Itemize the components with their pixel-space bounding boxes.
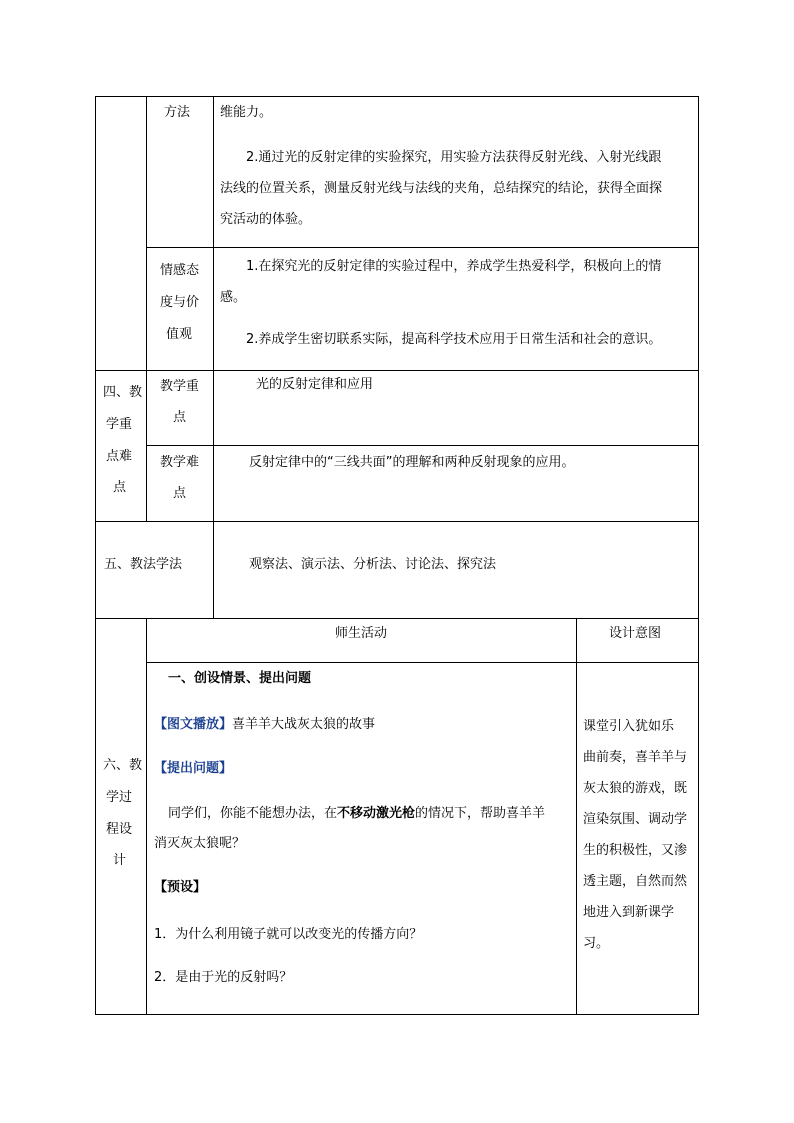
intent-line-1: 课堂引入犹如乐 bbox=[583, 719, 675, 734]
preset-2: 2．是由于光的反射吗？ bbox=[154, 970, 293, 985]
rule-section4-section5 bbox=[95, 521, 699, 522]
rule-key-difficult bbox=[146, 445, 699, 446]
tag-question: 【提出问题】 bbox=[154, 761, 233, 776]
rule-col-label bbox=[146, 96, 147, 522]
section6-label-1: 六、教 bbox=[103, 758, 143, 773]
intent-line-5: 生的积极性，又渗 bbox=[583, 843, 688, 858]
difficult-point-label-2: 点 bbox=[173, 486, 187, 501]
emotion-item1-a: 1.在探究光的反射定律的实验过程中，养成学生热爱科学，积极向上的情 bbox=[246, 259, 662, 274]
rule-section5-section6 bbox=[95, 618, 699, 619]
section5-label: 五、教法学法 bbox=[104, 557, 183, 572]
question-line-2: 消灭灰太狼呢？ bbox=[154, 836, 246, 851]
method-label: 方法 bbox=[164, 105, 191, 120]
intent-line-7: 地进入到新课学 bbox=[583, 905, 675, 920]
difficult-point-label-1: 教学难 bbox=[160, 455, 200, 470]
tag-preset: 【预设】 bbox=[154, 880, 207, 895]
emotion-item1-b: 感。 bbox=[220, 290, 247, 305]
intent-line-2: 曲前奏，喜羊羊与 bbox=[583, 750, 688, 765]
question-text-b: 的情况下，帮助喜羊羊 bbox=[415, 806, 546, 821]
question-line-1 bbox=[168, 806, 545, 822]
column-header-activity: 师生活动 bbox=[335, 626, 388, 641]
table-border-left bbox=[95, 96, 96, 1015]
key-point-label-2: 点 bbox=[173, 410, 187, 425]
intent-line-3: 灰太狼的游戏，既 bbox=[583, 781, 688, 796]
key-point-content: 光的反射定律和应用 bbox=[256, 377, 374, 392]
rule-section6-header bbox=[146, 662, 699, 663]
section6-label-3: 程设 bbox=[106, 822, 133, 837]
rule-col-label-s6 bbox=[146, 618, 147, 1015]
emotion-label-1: 情感态 bbox=[160, 263, 200, 278]
tag-play: 【图文播放】 bbox=[154, 717, 233, 732]
method-item2-b: 法线的位置关系，测量反射光线与法线的夹角，总结探究的结论，获得全面探 bbox=[220, 181, 663, 196]
rule-col-sublabel bbox=[213, 96, 214, 618]
section5-content: 观察法、演示法、分析法、讨论法、探究法 bbox=[249, 557, 497, 572]
play-line bbox=[154, 717, 375, 733]
intent-line-8: 习。 bbox=[583, 936, 610, 951]
section4-label-1: 四、教 bbox=[103, 385, 143, 400]
table-border-bottom bbox=[95, 1014, 699, 1015]
rule-method-emotion bbox=[146, 247, 699, 248]
key-point-label-1: 教学重 bbox=[160, 379, 200, 394]
method-item2-a: 2.通过光的反射定律的实验探究，用实验方法获得反射光线、入射光线跟 bbox=[246, 150, 662, 165]
rule-col-intent bbox=[576, 618, 577, 1015]
emotion-item2: 2.养成学生密切联系实际，提高科学技术应用于日常生活和社会的意识。 bbox=[246, 332, 662, 347]
column-header-intent: 设计意图 bbox=[609, 626, 662, 641]
section4-label-4: 点 bbox=[113, 480, 127, 495]
table-border-right bbox=[698, 96, 699, 1015]
question-bold: 不移动激光枪 bbox=[337, 806, 416, 821]
intent-line-6: 透主题，自然而然 bbox=[583, 874, 688, 889]
method-line-1: 维能力。 bbox=[220, 105, 273, 120]
intent-line-4: 渲染氛围、调动学 bbox=[583, 812, 688, 827]
rule-section3-section4 bbox=[95, 370, 699, 371]
question-text-a: 同学们，你能不能想办法，在 bbox=[168, 806, 338, 821]
table-border-top bbox=[95, 96, 699, 97]
method-item2-c: 究活动的体验。 bbox=[220, 212, 312, 227]
difficult-point-content: 反射定律中的“三线共面”的理解和两种反射现象的应用。 bbox=[249, 455, 575, 470]
play-text: 喜羊羊大战灰太狼的故事 bbox=[232, 717, 376, 732]
section4-label-3: 点难 bbox=[106, 449, 133, 464]
preset-1: 1．为什么利用镜子就可以改变光的传播方向？ bbox=[154, 927, 423, 942]
section4-label-2: 学重 bbox=[106, 417, 133, 432]
section6-label-4: 计 bbox=[113, 853, 127, 868]
section6-heading: 一、创设情景、提出问题 bbox=[168, 671, 312, 686]
emotion-label-2: 度与价 bbox=[160, 295, 200, 310]
emotion-label-3: 值观 bbox=[166, 327, 193, 342]
section6-label-2: 学过 bbox=[106, 790, 133, 805]
